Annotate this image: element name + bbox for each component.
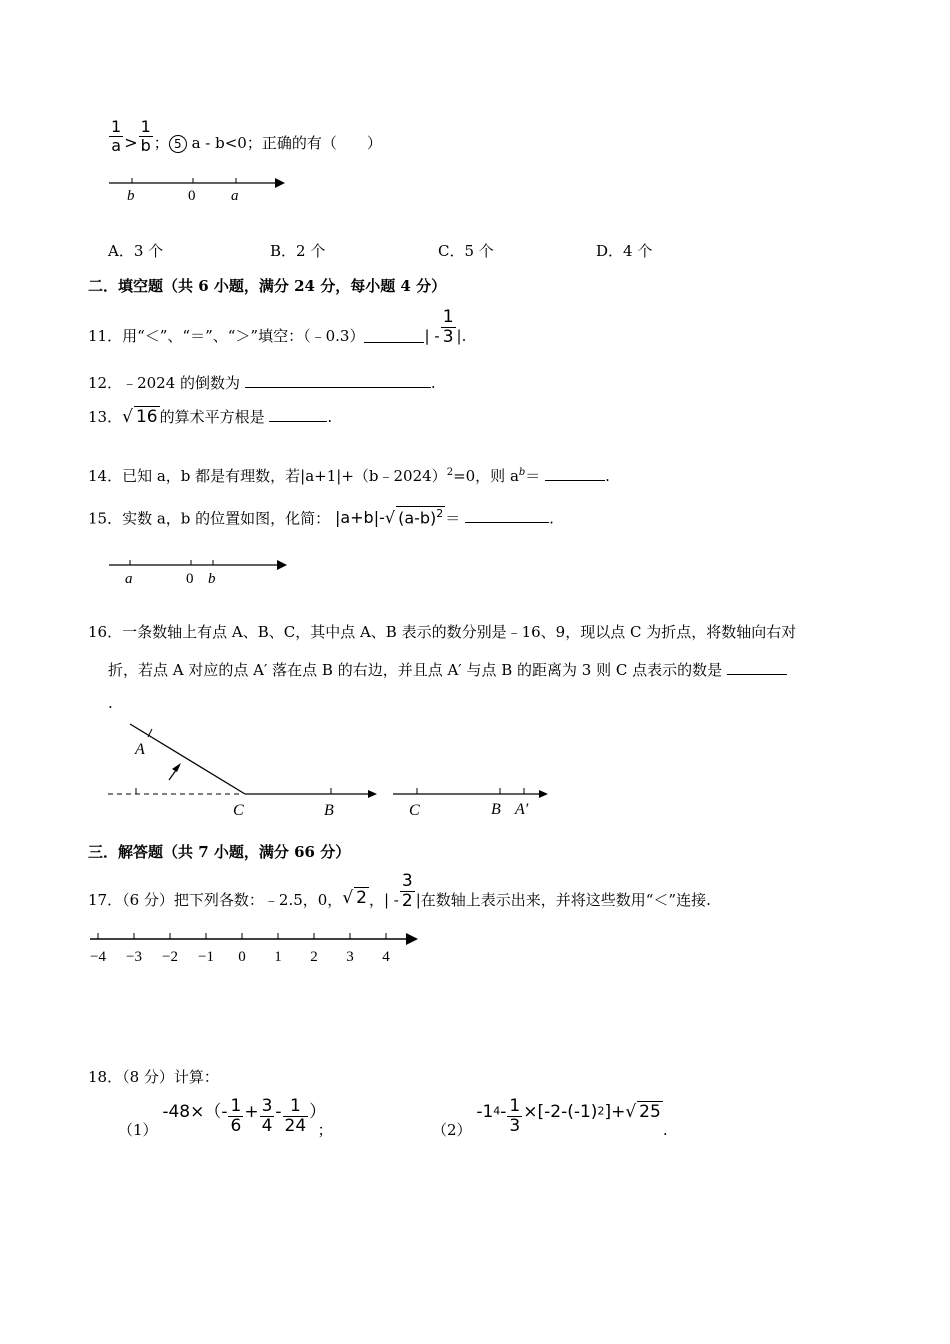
q16-answer-blank[interactable] xyxy=(727,674,787,675)
q11: 11．用“＜”、“＝”、“＞”填空：（﹣0.3） | - $\frac{1}{3}$ |. xyxy=(88,307,467,347)
q18-part1: （1） -48×（- $\frac{1}{6}$ + $\frac{3}{4}$ - $\frac{1}{24}$ ）； xyxy=(118,1096,333,1140)
q14-answer-blank[interactable] xyxy=(545,480,605,481)
fraction-1-over-6: $\frac{1}{6}$ xyxy=(230,1096,242,1136)
tick-label-4: 0 xyxy=(238,949,246,965)
q15-answer-blank[interactable] xyxy=(465,522,549,523)
q17: 17．（6 分）把下列各数：﹣2.5，0，√ 2 ，| - $\frac{3}{2}$ |在数轴上表示出来，并将这些数用“＜”连接. xyxy=(88,871,711,911)
fraction-1-over-24: $\frac{1}{24}$ xyxy=(284,1096,307,1136)
q15: 15．实数 a，b 的位置如图，化简： |a+b|-√ $(a-b)^2$ ＝ . xyxy=(88,507,554,528)
q16-line3: . xyxy=(108,694,113,712)
fraction-3-over-4: $\frac{3}{4}$ xyxy=(261,1096,273,1136)
label-b: b xyxy=(127,188,135,204)
q14: 14．已知 a，b 都是有理数，若|a+1|+（b﹣2024）$^2$=0，则 $a^b=$ . xyxy=(88,467,610,485)
q10-option-b: B．2 个 xyxy=(270,242,326,260)
tick-label-2: −2 xyxy=(162,949,178,965)
fraction-1-over-3: $\frac{1}{3}$ xyxy=(442,307,454,347)
label-a-prime: A′ xyxy=(515,801,529,818)
tick-label-5: 1 xyxy=(274,949,282,965)
axis-arrow-2 xyxy=(539,790,548,798)
fraction-1-over-3: $\frac{1}{3}$ xyxy=(509,1096,521,1136)
folded-ray xyxy=(130,724,245,794)
tick-label-1: −3 xyxy=(126,949,142,965)
tick-label-7: 3 xyxy=(346,949,354,965)
axis-arrow xyxy=(277,560,287,570)
axis-arrow xyxy=(275,178,285,188)
q12: 12．﹣2024 的倒数为 . xyxy=(88,374,436,392)
fraction-1-over-b: $\frac{1}{b}$ xyxy=(140,117,151,155)
q16-line1: 16．一条数轴上有点 A、B、C，其中点 A、B 表示的数分别是﹣16、9，现以点 C 为折点，将数轴向右对 xyxy=(88,623,797,641)
fold-arrow-head xyxy=(172,763,181,772)
section3-title: 三．解答题（共 7 小题，满分 66 分） xyxy=(88,843,351,861)
q10-statement: $\frac{1}{a}$ > $\frac{1}{b}$ ； 5 a - b<0；正确的有（ ） xyxy=(111,117,382,155)
sqrt-25: √ 25 xyxy=(625,1102,661,1123)
tick-label-6: 2 xyxy=(310,949,318,965)
q12-answer-blank[interactable] xyxy=(245,387,431,388)
label-c: C xyxy=(233,802,244,819)
axis-arrow-1 xyxy=(368,790,377,798)
label-0: 0 xyxy=(186,571,194,587)
q10-option-c: C．5 个 xyxy=(438,242,494,260)
q17-number-line xyxy=(84,928,424,968)
q15-expression: |a+b|-√ $(a-b)^2$ xyxy=(334,507,444,528)
q18-title: 18．（8 分）计算： xyxy=(88,1068,219,1086)
tick-label-3: −1 xyxy=(198,949,214,965)
axis-arrow xyxy=(406,933,418,945)
label-b2: B xyxy=(491,801,501,818)
label-a: a xyxy=(125,571,133,587)
label-0: 0 xyxy=(188,188,196,204)
sqrt-2: √ 2 xyxy=(342,888,367,909)
circled-5-marker: 5 xyxy=(169,135,187,153)
sqrt-16: √ 16 xyxy=(122,407,158,427)
tick-label-8: 4 xyxy=(382,949,390,965)
label-b: b xyxy=(208,571,216,587)
section2-title: 二．填空题（共 6 小题，满分 24 分，每小题 4 分） xyxy=(88,277,447,295)
label-a: A xyxy=(135,741,145,758)
label-b: B xyxy=(324,802,334,819)
q13-answer-blank[interactable] xyxy=(269,421,327,422)
q15-number-line xyxy=(105,553,295,587)
q13: 13．√ 16 的算术平方根是 . xyxy=(88,407,333,427)
q18-part2: （2） $-1^4-$ $\frac{1}{3}$ $\times[-2-(-1)^2]+√$ 25. xyxy=(432,1096,668,1140)
q10-option-d: D．4 个 xyxy=(596,242,653,260)
label-c2: C xyxy=(409,802,420,819)
q10-number-line xyxy=(105,172,290,206)
fraction-1-over-a: $\frac{1}{a}$ xyxy=(111,117,122,155)
q10-option-a: A．3 个 xyxy=(108,242,164,260)
q10-item5-text: a - b<0；正确的有（ ） xyxy=(191,134,382,153)
q16-line2: 折，若点 A 对应的点 A′ 落在点 B 的右边，并且点 A′ 与点 B 的距离为 3 则 C 点表示的数是 xyxy=(108,659,787,680)
fraction-3-over-2: $\frac{3}{2}$ xyxy=(401,871,413,911)
tick-label-0: −4 xyxy=(90,949,106,965)
label-a: a xyxy=(231,188,239,204)
q16-fold-figure xyxy=(105,718,560,824)
q11-answer-blank[interactable] xyxy=(364,342,424,343)
